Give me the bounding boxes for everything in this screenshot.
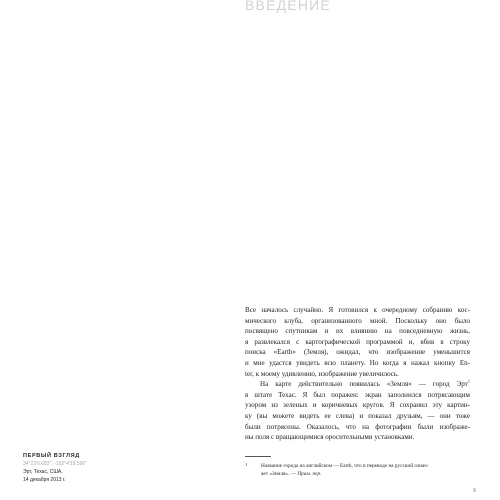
footnote	[245, 462, 470, 478]
body-line: посвящено спутникам и их влиянию на повседневную жизнь,	[245, 327, 470, 336]
footnote-divider	[245, 456, 271, 457]
footnote-marker: 1	[467, 378, 470, 384]
caption-title: ПЕРВЫЙ ВЗГЛЯД	[23, 453, 80, 459]
footnote-line-1: Название города на английском — Earth, что в переводе на русский означ-	[261, 463, 429, 469]
body-line: ны поля с вращающимися оросительными установками.	[245, 433, 415, 442]
body-line: мического клуба, организованного мной. Поскольку оно было	[245, 316, 470, 325]
translator-note: Прим. пер.	[297, 471, 322, 477]
body-line-text: На карте действительно появилась «Земля» — город Эрт	[260, 380, 468, 389]
body-text	[245, 305, 470, 443]
footnote-line-2	[245, 470, 470, 478]
body-line: были потрясены. Оказалось, что на фотографии были изображе-	[245, 422, 470, 431]
body-line-with-footnote	[245, 379, 470, 390]
footnote-line-2-text: ает «Земля». —	[261, 471, 298, 477]
body-line: и мне удастся увидеть всю планету. Но когда я нажал кнопку En-	[245, 358, 470, 367]
body-line: узором из зеленых и коричневых кругов. Я сохранил эту картин-	[245, 401, 470, 410]
image-caption	[23, 452, 143, 484]
body-line: ку (вы можете видеть ее слева) и показал друзьям, — они тоже	[245, 411, 470, 420]
caption-coordinates: 34°23'6.683", -102°4'19.596"	[23, 461, 87, 467]
body-line: Все началось случайно. Я готовился к очередному собранию кос-	[245, 306, 470, 314]
body-line: поиска «Earth» (Земля), ожидал, что изображение уменьшится	[245, 348, 470, 357]
body-line: в штате Техас. Я был поражен: экран заполнился потрясающим	[245, 390, 470, 399]
caption-place: Эрт, Техас, США,	[23, 469, 63, 475]
body-line: ter, к моему удивлению, изображение увеличилось.	[245, 369, 399, 378]
body-line: я развлекался с картографической программой и, вбив в строку	[245, 337, 470, 346]
chapter-title: ВВЕДЕНИЕ	[245, 0, 331, 13]
caption-date: 14 декабря 2013 г.	[23, 477, 66, 483]
footnote-number: 1	[245, 462, 248, 467]
page-number: 9	[473, 488, 476, 494]
